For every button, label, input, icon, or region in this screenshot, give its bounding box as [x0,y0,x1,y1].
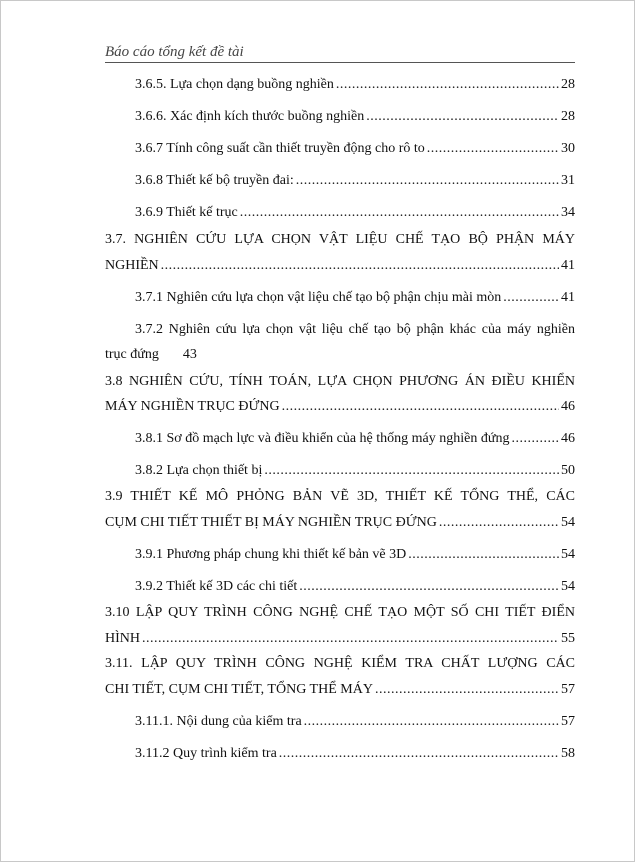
toc-page-number: 31 [561,173,575,188]
toc-page-number: 41 [561,258,575,273]
toc-heading-3-8-line2[interactable] [105,397,575,417]
toc-leader-dots [511,429,559,449]
toc-heading-3-8-line1[interactable]: 3.8 NGHIÊN CỨU, TÍNH TOÁN, LỰA CHỌN PHƯƠNG ÁN ĐIỀU KHIỂN [105,374,575,389]
toc-page-number: 41 [561,290,575,305]
toc-page-number: 50 [561,463,575,478]
toc-page-number: 28 [561,77,575,92]
toc-leader-dots [142,629,559,649]
toc-entry-3-8-1[interactable] [135,429,575,449]
toc-entry-label: CHI TIẾT, CỤM CHI TIẾT, TỔNG THỂ MÁY [105,682,373,697]
toc-entry-label: 3.8.1 Sơ đồ mạch lực và điều khiển của hệ thống máy nghiền đứng [135,431,510,446]
toc-entry-label: 3.8.2 Lựa chọn thiết bị [135,463,263,478]
toc-page-number: 34 [561,205,575,220]
toc-entry-label: 3.11.2 Quy trình kiểm tra [135,746,277,761]
toc-entry-3-9-1[interactable] [135,545,575,565]
toc-leader-dots [439,513,559,533]
toc-page-number: 54 [561,515,575,530]
toc-leader-dots [408,545,559,565]
toc-entry-label: MÁY NGHIỀN TRỤC ĐỨNG [105,399,280,414]
toc-page-number: 58 [561,746,575,761]
toc-entry-3-11-1[interactable] [135,712,575,732]
toc-entry-3-6-7[interactable] [135,139,575,159]
toc-entry-3-8-2[interactable] [135,461,575,481]
toc-entry-label: 3.6.7 Tính công suất cần thiết truyền động cho rô to [135,141,425,156]
toc-leader-dots [296,171,559,191]
header-rule [105,62,575,63]
toc-entry-3-6-5[interactable] [135,75,575,95]
toc-entry-label: 3.11.1. Nội dung của kiểm tra [135,714,302,729]
toc-leader-dots [427,139,559,159]
toc-entry-3-7-2-line1[interactable]: 3.7.2 Nghiên cứu lựa chọn vật liệu chế tạo bộ phận khác của máy nghiền [135,322,575,337]
toc-leader-dots [375,680,559,700]
toc-entry-label: 3.6.9 Thiết kế trục [135,205,238,220]
toc-entry-3-6-9[interactable] [135,203,575,223]
toc-entry-3-6-6[interactable] [135,107,575,127]
toc-entry-3-6-8[interactable] [135,171,575,191]
toc-heading-3-11-line1[interactable]: 3.11. LẬP QUY TRÌNH CÔNG NGHỆ KIỂM TRA CHẤT LƯỢNG CÁC [105,656,575,671]
toc-leader-dots [161,256,559,276]
toc-heading-3-10-line2[interactable] [105,629,575,649]
toc-page-number: 46 [561,431,575,446]
toc-page-number: 54 [561,579,575,594]
toc-entry-label: 3.9.1 Phương pháp chung khi thiết kế bản vẽ 3D [135,547,407,562]
toc-heading-3-7-line1[interactable]: 3.7. NGHIÊN CỨU LỰA CHỌN VẬT LIỆU CHẾ TẠO BỘ PHẬN MÁY [105,232,575,247]
toc-heading-3-7-line2[interactable] [105,256,575,276]
toc-leader-dots [240,203,559,223]
toc-page-number: 43 [182,347,197,362]
toc-entry-label: NGHIỀN [105,258,159,273]
toc-leader-dots [299,577,559,597]
toc-leader-dots [279,744,559,764]
toc-page-number: 57 [561,682,575,697]
toc-entry-label: trục đứng [105,347,159,362]
page-header: Báo cáo tổng kết đề tài [105,44,244,60]
toc-leader-dots [336,75,559,95]
toc-entry-label: 3.6.5. Lựa chọn dạng buồng nghiền [135,77,334,92]
toc-heading-3-9-line2[interactable] [105,513,575,533]
toc-entry-label: 3.6.8 Thiết kế bộ truyền đai: [135,173,294,188]
toc-entry-label: CỤM CHI TIẾT THIẾT BỊ MÁY NGHIỀN TRỤC ĐỨNG [105,515,437,530]
toc-page-number: 55 [561,631,575,646]
toc-entry-label: HÌNH [105,631,140,646]
toc-leader-dots [503,288,559,308]
toc-page-number: 30 [561,141,575,156]
toc-page-number: 54 [561,547,575,562]
toc-page-number: 46 [561,399,575,414]
toc-leader-dots [282,397,559,417]
toc-leader-dots [366,107,559,127]
toc-entry-3-9-2[interactable] [135,577,575,597]
toc-entry-label: 3.6.6. Xác định kích thước buồng nghiền [135,109,365,124]
toc-heading-3-10-line1[interactable]: 3.10 LẬP QUY TRÌNH CÔNG NGHỆ CHẾ TẠO MỘT SỐ CHI TIẾT ĐIỂN [105,605,575,620]
toc-page-number: 28 [561,109,575,124]
toc-entry-3-11-2[interactable] [135,744,575,764]
toc-heading-3-11-line2[interactable] [105,680,575,700]
toc-heading-3-9-line1[interactable]: 3.9 THIẾT KẾ MÔ PHỎNG BẢN VẼ 3D, THIẾT KẾ TỔNG THỂ, CÁC [105,489,575,504]
toc-entry-label: 3.9.2 Thiết kế 3D các chi tiết [135,579,298,594]
toc-page-number: 57 [561,714,575,729]
toc-entry-3-7-2-line2[interactable] [105,345,197,365]
toc-entry-label: 3.7.1 Nghiên cứu lựa chọn vật liệu chế tạo bộ phận chịu mài mòn [135,290,502,305]
toc-leader-dots [264,461,559,481]
toc-leader-dots [304,712,559,732]
toc-entry-3-7-1[interactable] [135,288,575,308]
